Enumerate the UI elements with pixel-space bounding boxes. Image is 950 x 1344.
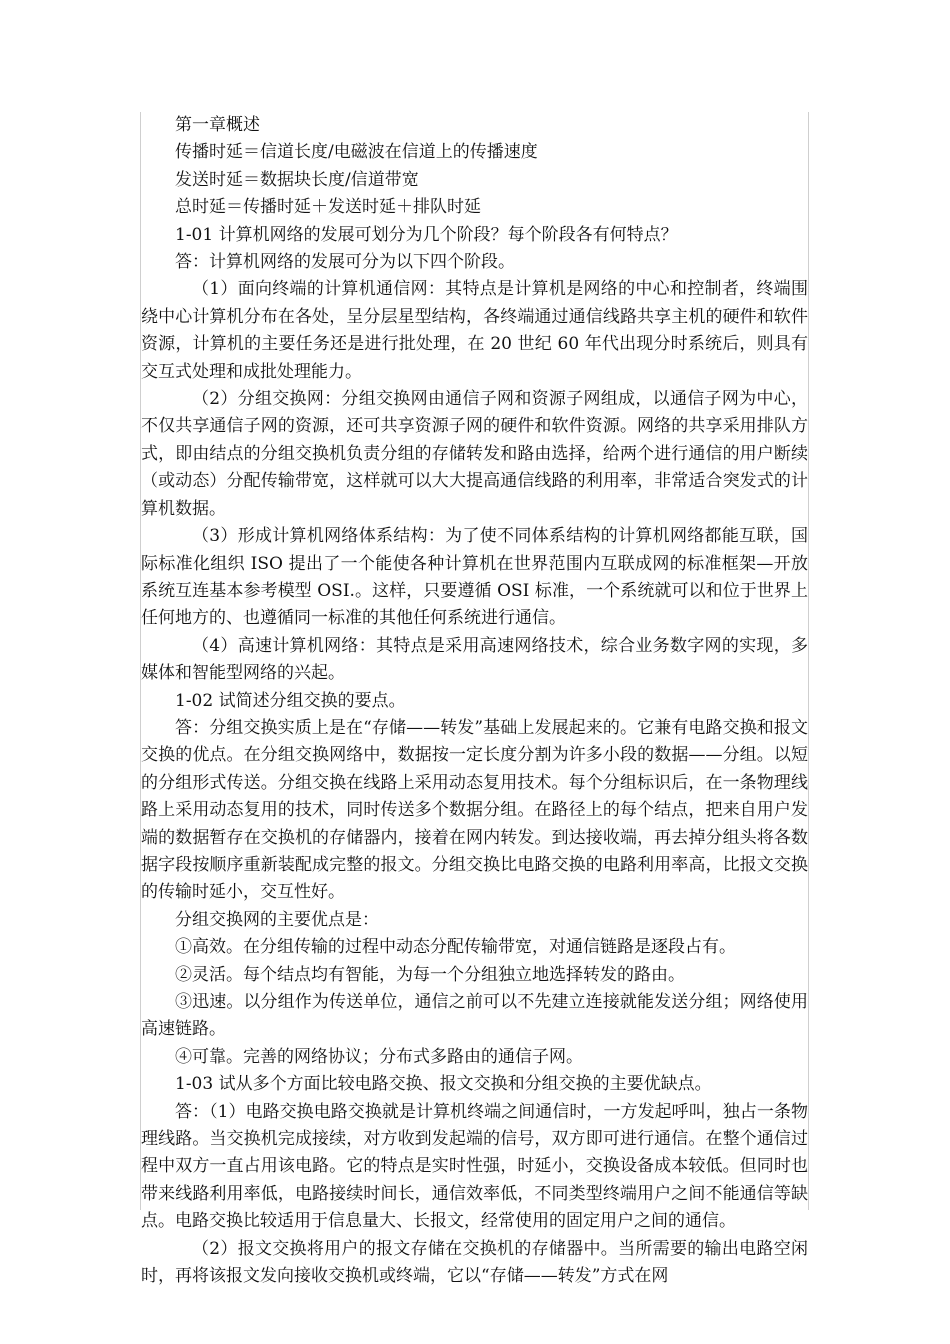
page-right-border (808, 112, 809, 1210)
advantage-efficient: ①高效。在分组传输的过程中动态分配传输带宽，对通信链路是逐段占有。 (175, 937, 736, 958)
question-1-02: 1-02 试简述分组交换的要点。 (175, 690, 406, 711)
formula-total-delay: 总时延＝传播时延＋发送时延＋排队时延 (175, 197, 481, 218)
document-body (141, 112, 808, 1290)
chapter-title: 第一章概述 (175, 115, 260, 135)
question-1-01: 1-01 计算机网络的发展可划分为几个阶段？每个阶段各有何特点？ (175, 224, 678, 245)
answer-1-01-stage-4: （4）高速计算机网络：其特点是采用高速网络技术，综合业务数字网的实现，多媒体和智能型网络的兴起。 (141, 635, 808, 684)
answer-1-02: 答：分组交换实质上是在“存储——转发”基础上发展起来的。它兼有电路交换和报文交换的优点。在分组交换网络中，数据按一定长度分割为许多小段的数据——分组。以短的分组形式传送。分组交换在线路上采用动态复用技术。每个分组标识后，在一条物理线路上采用动态复用的技术，同时传送多个数据分组。在路径上的每个结点，把来自用户发端的数据暂存在交换机的存储器内，接着在网内转发。到达接收端，再去掉分组头将各数据字段按顺序重新装配成完整的报文。分组交换比电路交换的电路利用率高，比报文交换的传输时延小，交互性好。 (141, 717, 808, 903)
formula-propagation-delay: 传播时延＝信道长度/电磁波在信道上的传播速度 (175, 142, 538, 163)
advantage-reliable: ④可靠。完善的网络协议；分布式多路由的通信子网。 (175, 1046, 583, 1067)
advantage-fast: ③迅速。以分组作为传送单位，通信之前可以不先建立连接就能发送分组；网络使用高速链路。 (141, 992, 808, 1040)
formula-transmission-delay: 发送时延＝数据块长度/信道带宽 (175, 169, 419, 190)
answer-1-01-stage-2: （2）分组交换网：分组交换网由通信子网和资源子网组成，以通信子网为中心，不仅共享通信子网的资源，还可共享资源子网的硬件和软件资源。网络的共享采用排队方式，即由结点的分组交换机负责分组的存储转发和路由选择，给两个进行通信的用户断续（或动态）分配传输带宽，这样就可以大大提高通信线路的利用率，非常适合突发式的计算机数据。 (141, 389, 808, 519)
answer-1-03-message-switching: （2）报文交换将用户的报文存储在交换机的存储器中。当所需要的输出电路空闲时，再将该报文发向接收交换机或终端，它以“存储——转发”方式在网 (141, 1238, 808, 1287)
question-1-03: 1-03 试从多个方面比较电路交换、报文交换和分组交换的主要优缺点。 (175, 1074, 712, 1095)
answer-1-03-circuit-switching: 答：（1）电路交换电路交换就是计算机终端之间通信时，一方发起呼叫，独占一条物理线路。当交换机完成接续，对方收到发起端的信号，双方即可进行通信。在整个通信过程中双方一直占用该电路。它的特点是实时性强，时延小，交换设备成本较低。但同时也带来线路利用率低，电路接续时间长，通信效率低，不同类型终端用户之间不能通信等缺点。电路交换比较适用于信息量大、长报文，经常使用的固定用户之间的通信。 (141, 1101, 808, 1232)
answer-1-01-stage-3: （3）形成计算机网络体系结构：为了使不同体系结构的计算机网络都能互联，国际标准化组织 ISO 提出了一个能使各种计算机在世界范围内互联成网的标准框架—开放系统互连基本参考模型 OSI.。这样，只要遵循 OSI 标准，一个系统就可以和位于世界上任何地方的、也遵循同一标准的其他任何系统进行通信。 (141, 526, 808, 629)
advantage-flexible: ②灵活。每个结点均有智能，为每一个分组独立地选择转发的路由。 (175, 964, 685, 985)
answer-1-01-stage-1: （1）面向终端的计算机通信网：其特点是计算机是网络的中心和控制者，终端围绕中心计算机分布在各处，呈分层星型结构，各终端通过通信线路共享主机的硬件和软件资源，计算机的主要任务还是进行批处理，在 20 世纪 60 年代出现分时系统后，则具有交互式处理和成批处理能力。 (141, 279, 808, 382)
answer-1-01-intro: 答：计算机网络的发展可分为以下四个阶段。 (175, 252, 515, 273)
advantages-heading: 分组交换网的主要优点是： (175, 909, 379, 930)
